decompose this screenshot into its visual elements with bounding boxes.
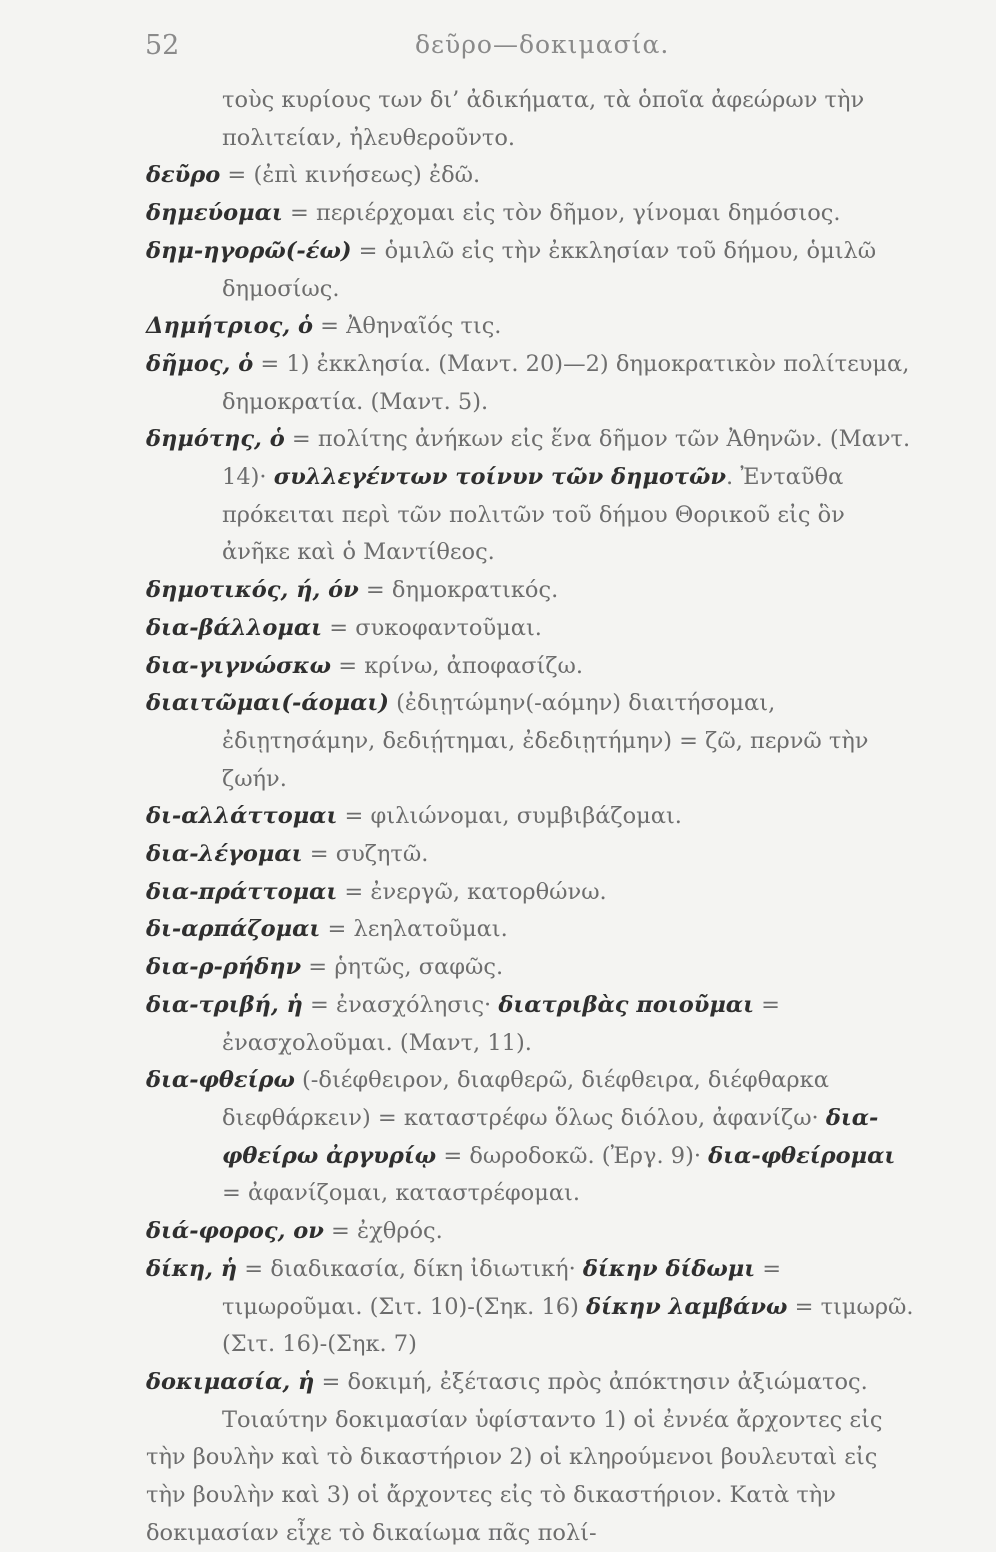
headword: Δημήτριος, ὁ <box>146 313 314 340</box>
dictionary-entry <box>146 987 916 1062</box>
definition: = συζητῶ. <box>302 841 429 868</box>
headword: δια-ρ-ρήδην <box>146 954 302 981</box>
definition: (ἐδιῃτώμην(-αόμην) διαιτήσομαι, ἐδιῃτησάμην, δεδιῄτημαι, ἐδεδιῃτήμην) = ζῶ, περνῶ τὴν ζωήν. <box>222 690 869 792</box>
running-head: δεῦρο—δοκιμασία. <box>415 30 670 59</box>
dictionary-entry <box>146 874 916 912</box>
definition: = πολίτης ἀνήκων εἰς ἕνα δῆμον τῶν Ἀθηνῶν. (Μαντ. 14)· <box>222 426 911 491</box>
headword: δια-τριβή, ἡ <box>146 991 303 1018</box>
dictionary-entry <box>146 1062 916 1213</box>
definition: = συκοφαντοῦμαι. <box>322 614 542 641</box>
dictionary-entry <box>146 421 916 572</box>
definition: = (ἐπὶ κινήσεως) ἐδῶ. <box>220 162 481 189</box>
dictionary-entry <box>146 798 916 836</box>
headword: δι-αρπάζομαι <box>146 916 321 943</box>
headword: δια-λέγομαι <box>146 841 303 868</box>
headword: δεῦρο <box>146 162 221 189</box>
dictionary-entry <box>146 911 916 949</box>
definition: = ἐνεργῶ, κατορθώνω. <box>337 878 607 905</box>
definition: = τιμωροῦμαι. (Σιτ. 10)-(Σηκ. 16) <box>222 1255 782 1320</box>
headword: δια-γιγνώσκω <box>146 652 332 679</box>
definition: = φιλιώνομαι, συμβιβάζομαι. <box>337 803 682 830</box>
headword: δίκη, ἡ <box>146 1255 238 1282</box>
definition: = λεηλατοῦμαι. <box>320 916 508 943</box>
example-phrase: δια-φθείρομαι <box>708 1142 896 1169</box>
dictionary-entry <box>146 195 916 233</box>
definition: = Ἀθηναῖός τις. <box>313 313 502 340</box>
definition: = τιμωρῶ. (Σιτ. 16)-(Σηκ. 7) <box>222 1293 914 1358</box>
dictionary-entry <box>146 308 916 346</box>
definition: = περιέρχομαι εἰς τὸν δῆμον, γίνομαι δημόσιος. <box>282 200 841 227</box>
dictionary-entry <box>146 1251 916 1364</box>
example-phrase: δια-φθείρω ἀργυρίῳ <box>222 1104 879 1169</box>
dictionary-entry <box>146 1213 916 1251</box>
dictionary-entry <box>146 1364 916 1402</box>
definition: = ῥητῶς, σαφῶς. <box>301 954 504 981</box>
headword: δῆμος, ὁ <box>146 350 254 377</box>
dictionary-entry <box>146 346 916 421</box>
dictionary-entry <box>146 233 916 308</box>
example-phrase: συλλεγέντων τοίνυν τῶν δημοτῶν <box>273 464 727 491</box>
dictionary-entry <box>146 648 916 686</box>
definition: = ἐνασχολοῦμαι. (Μαντ, 11). <box>222 991 781 1056</box>
page-header <box>145 30 895 70</box>
definition: . Ἐνταῦθα πρόκειται περὶ τῶν πολιτῶν τοῦ δήμου Θορικοῦ εἰς ὃν ἀνῆκε καὶ ὁ Μαντίθεος. <box>222 464 845 566</box>
headword: δοκιμασία, ἡ <box>146 1368 315 1395</box>
dictionary-entries <box>146 82 916 1552</box>
definition: = δοκιμή, ἐξέτασις πρὸς ἀπόκτησιν ἀξιώματος. <box>314 1368 868 1395</box>
definition: = διαδικασία, δίκη ἰδιωτική· <box>237 1255 583 1282</box>
definition: = ὁμιλῶ εἰς τὴν ἐκκλησίαν τοῦ δήμου, ὁμιλῶ δημοσίως. <box>222 237 877 302</box>
dictionary-entry <box>146 610 916 648</box>
dictionary-entry <box>146 157 916 195</box>
definition: = 1) ἐκκλησία. (Μαντ. 20)—2) δημοκρατικὸν πολίτευμα, δημοκρατία. (Μαντ. 5). <box>222 350 910 415</box>
headword: διά-φορος, ον <box>146 1218 324 1245</box>
headword: δια-φθείρω <box>146 1067 295 1094</box>
definition: = ἀφανίζομαι, καταστρέφομαι. <box>222 1180 581 1207</box>
definition: = δημοκρατικός. <box>358 577 559 604</box>
headword: δια-πράττομαι <box>146 878 338 905</box>
headword: δι-αλλάττομαι <box>146 803 338 830</box>
headword: δημοτικός, ή, όν <box>146 577 359 604</box>
definition: Τοιαύτην δοκιμασίαν ὑφίσταντο 1) οἱ ἐννέα ἄρχοντες εἰς τὴν βουλὴν καὶ τὸ δικαστήριον 2) οἱ κληρούμενοι βουλευταὶ εἰς τὴν βουλὴν καὶ 3) οἱ ἄρχοντες εἰς τὸ δικαστήριον. Κατὰ τὴν δοκιμασίαν εἶχε τὸ δικαίωμα πᾶς πολί- <box>146 1406 883 1546</box>
page-number: 52 <box>145 30 180 61</box>
dictionary-entry <box>146 572 916 610</box>
headword: δια-βάλλομαι <box>146 614 323 641</box>
definition: (-διέφθειρον, διαφθερῶ, διέφθειρα, διέφθαρκα διεφθάρκειν) = καταστρέφω ὅλως διόλου, ἀφανίζω· <box>222 1067 829 1131</box>
headword: διαιτῶμαι(-άομαι) <box>146 690 389 717</box>
entry-continuation <box>146 82 916 157</box>
dictionary-entry <box>146 836 916 874</box>
example-phrase: διατριβὰς ποιοῦμαι <box>498 991 754 1018</box>
definition: τοὺς κυρίους των δι’ ἀδικήματα, τὰ ὁποῖα ἀφεώρων τὴν πολιτείαν, ἠλευθεροῦντο. <box>222 87 865 151</box>
entry-paragraph <box>146 1402 916 1552</box>
headword: δημότης, ὁ <box>146 426 285 453</box>
headword: δημ-ηγορῶ(-έω) <box>146 237 352 264</box>
definition: = δωροδοκῶ. (Ἐργ. 9)· <box>436 1142 709 1169</box>
example-phrase: δίκην λαμβάνω <box>586 1293 788 1320</box>
example-phrase: δίκην δίδωμι <box>582 1255 756 1282</box>
definition: = ἐνασχόλησις· <box>302 991 499 1018</box>
headword: δημεύομαι <box>146 200 283 227</box>
dictionary-entry <box>146 949 916 987</box>
definition: = κρίνω, ἀποφασίζω. <box>331 652 584 679</box>
dictionary-entry <box>146 685 916 798</box>
definition: = ἐχθρός. <box>323 1218 443 1245</box>
